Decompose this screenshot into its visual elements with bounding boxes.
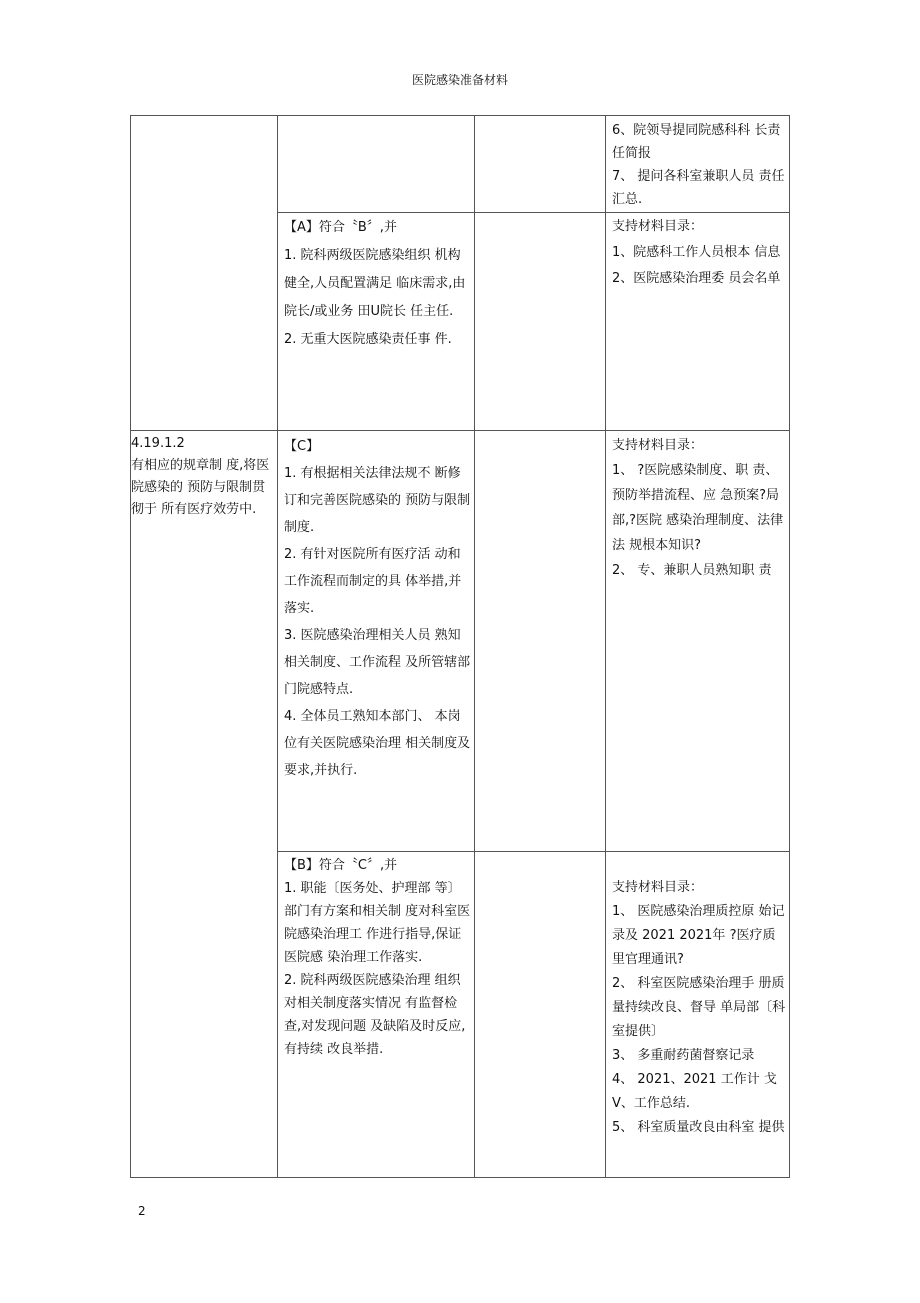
table-border-top (130, 115, 790, 116)
table-cell-standard-b: 【B】符合〝C〞,并 1. 职能〔医务处、护理部 等〕部门有方案和相关制 度对科室医院感染治理工 作进行指导,保证医院感 染治理工作落实. 2. 院科两级医院感染治理 组织对相关制度落实情况 有监督检查,对发现问题 及缺陷及时反应,有持续 改良举措. (284, 858, 471, 1057)
table-cell-materials: 支持材料目录： 1、 医院感染治理质控原 始记录及 2021 2021年 ?医疗质里官理通讯? 2、 科室医院感染治理手 册质量持续改良、督导 单局部〔科室提供〕 3、 多重耐药菌督察记录 4、 2021、2021 工作计 戈V、工作总结. 5、 科室质量改良由科室 提供 (612, 880, 786, 1135)
table-border-bottom (130, 1177, 790, 1178)
table-border-left (130, 115, 131, 1178)
row-divider (277, 851, 790, 852)
requirements-table (130, 115, 790, 1178)
table-cell-standard-c: 【C】 1. 有根据相关法律法规不 断修订和完善医院感染的 预防与限制制度. 2. 有针对医院所有医疗活 动和工作流程而制定的具 体举措,并落实. 3. 医院感染治理相关人员 熟知相关制度、工作流程 及所管辖部门院感特点. 4. 全体员工熟知本部门、 本岗位有关医院感染治理 相关制度及要求,并执行. (284, 439, 471, 778)
page-number: 2 (138, 1204, 146, 1218)
table-cell-standard-a: 【A】符合〝B〞,并 1. 院科两级医院感染组织 机构健全,人员配置满足 临床需求,由院长/或业务 田U院长 任主任. 2. 无重大医院感染责任事 件. (284, 220, 466, 347)
table-cell-materials: 6、院领导提同院感科科 长责任简报 7、 提问各科室兼职人员 责任汇总. (612, 123, 785, 207)
column-divider (605, 115, 606, 1178)
table-cell-clause: 4.19.1.2 有相应的规章制 度,将医院感染的 预防与限制贯彻于 所有医疗效劳中. (131, 436, 270, 517)
table-cell-materials: 支持材料目录： 1、院感科工作人员根本 信息 2、医院感染治理委 员会名单 (612, 219, 781, 286)
table-border-right (789, 115, 790, 1178)
table-cell-materials: 支持材料目录： 1、 ?医院感染制度、职 责、预防举措流程、应 急预案?局部,?医院 感染治理制度、法律法 规根本知识? 2、 专、兼职人员熟知职 责 (612, 438, 784, 578)
page-header: 医院感染准备材料 (411, 73, 508, 87)
row-divider (277, 212, 790, 213)
column-divider (474, 115, 475, 1178)
row-divider (130, 430, 790, 431)
column-divider (277, 115, 278, 1178)
